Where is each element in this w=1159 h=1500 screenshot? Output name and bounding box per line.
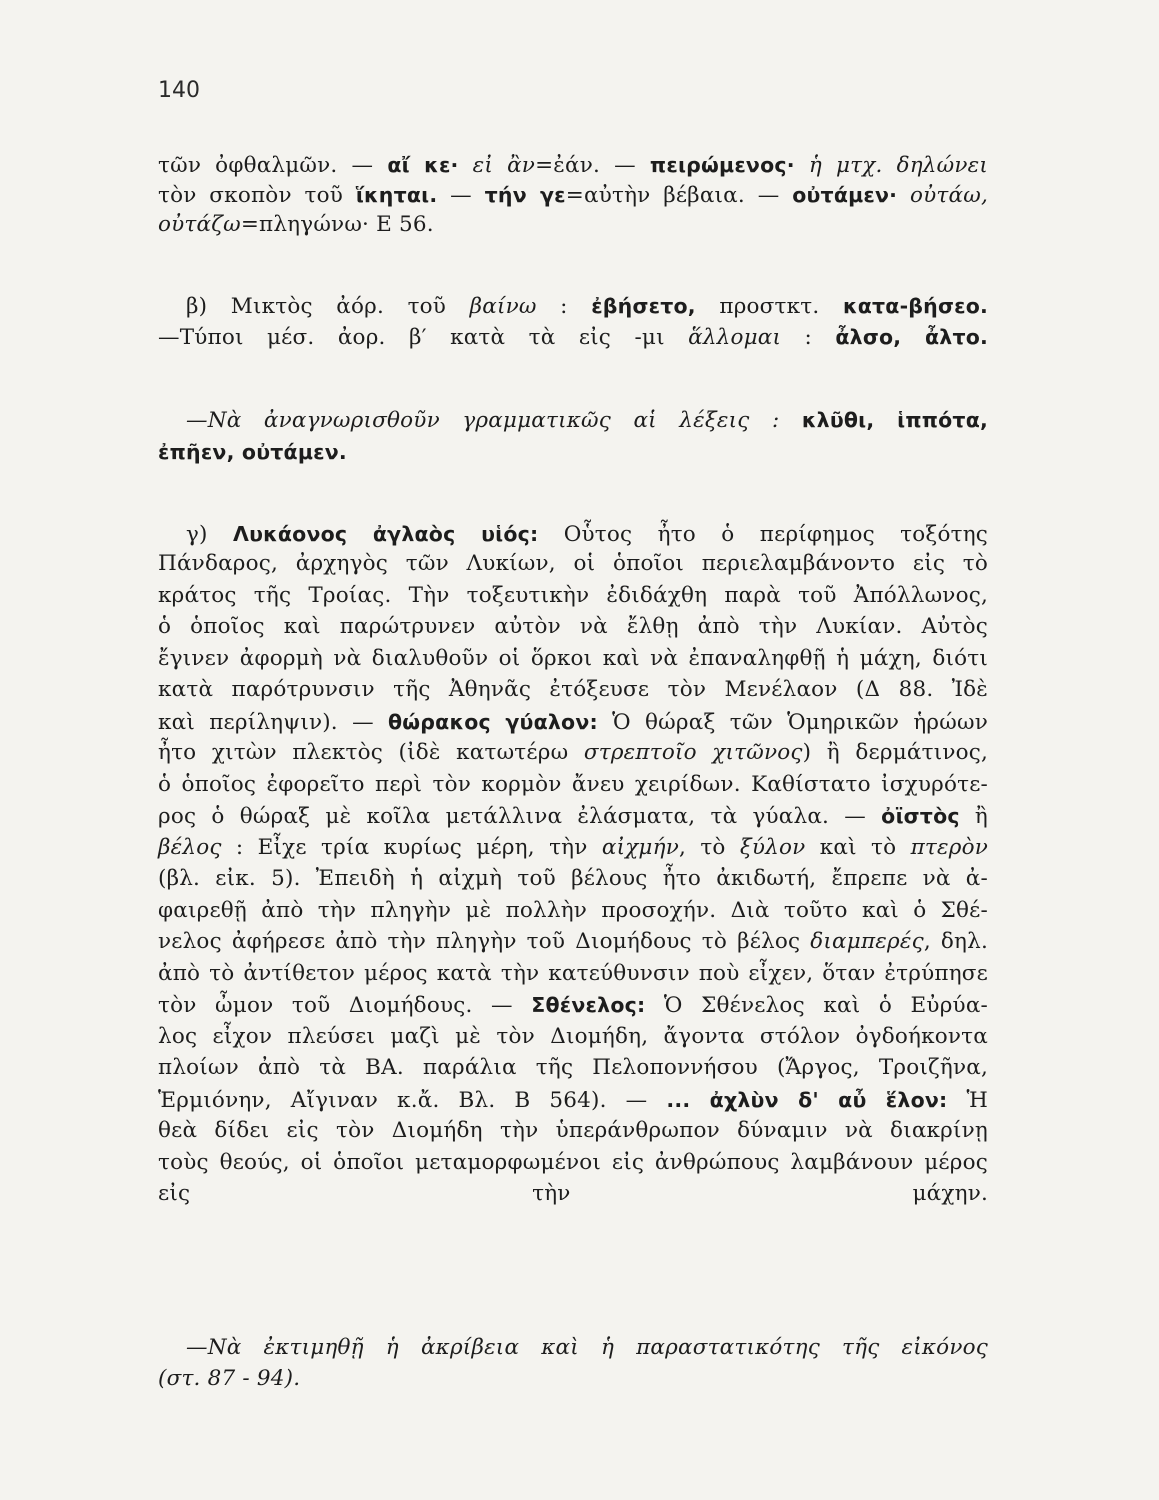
text-run: (βλ. εἰκ. 5). Ἐπειδὴ ἡ αἰχμὴ τοῦ βέλους ἦτο ἀκιδωτή, ἔπρεπε νὰ ἀ- bbox=[158, 866, 988, 891]
italic-term: ἅλλομαι bbox=[688, 325, 782, 350]
bold-term: πειρώμενος· bbox=[649, 153, 795, 177]
text-line bbox=[158, 549, 988, 579]
text-run: — bbox=[437, 183, 485, 208]
text-run: , δηλ. bbox=[923, 929, 988, 954]
text-run: ἢ bbox=[959, 804, 988, 829]
bold-term: αἴ κε· bbox=[387, 153, 459, 177]
text-run: : Εἶχε τρία κυρίως μέρη, τὴν bbox=[221, 835, 602, 860]
italic-term: βέλος bbox=[158, 835, 222, 860]
text-run: Οὗτος ἦτο ὁ περίφημος τοξότης bbox=[538, 522, 989, 547]
text-run: ὁ ὁποῖος καὶ παρώτρυνεν αὐτὸν νὰ ἔλθῃ ἀπὸ τὴν Λυκίαν. Αὐτὸς bbox=[158, 614, 988, 639]
text-run: ἀπὸ τὸ ἀντίθετον μέρος κατὰ τὴν κατεύθυνσιν ποὺ εἶχεν, ὅταν ἐτρύπησε bbox=[158, 961, 988, 986]
text-run: Ἡ bbox=[947, 1088, 988, 1113]
text-run bbox=[795, 153, 809, 178]
text-run bbox=[459, 153, 473, 178]
text-run: θεὰ δίδει εἰς τὸν Διομήδη τὴν ὑπεράνθρωπον δύναμιν νὰ διακρίνῃ bbox=[158, 1118, 988, 1143]
italic-term: (στ. 87 - 94). bbox=[158, 1366, 301, 1391]
italic-term: πτερὸν bbox=[910, 835, 989, 860]
text-line bbox=[158, 927, 988, 957]
bold-term: κατα-βήσεο. bbox=[842, 294, 989, 318]
text-run: γ) bbox=[186, 522, 233, 547]
text-line bbox=[158, 738, 988, 768]
italic-term: οὐτάω, bbox=[909, 183, 988, 208]
text-run: =αὐτὴν βέβαια. — bbox=[565, 183, 793, 208]
text-run: προστκτ. bbox=[695, 294, 843, 319]
text-line bbox=[158, 675, 988, 705]
text-run: εἰς τὴν μάχην. bbox=[158, 1181, 988, 1206]
text-run: Ὁ θώραξ τῶν Ὁμηρικῶν ἡρώων bbox=[597, 710, 988, 735]
bold-term: κλῦθι, ἱππότα, bbox=[801, 408, 988, 432]
text-run: Ἑρμιόνην, Αἴγιναν κ.ἄ. Βλ. Β 564). — bbox=[158, 1088, 667, 1113]
text-line bbox=[158, 1333, 988, 1363]
text-run: νελος ἀφήρεσε ἀπὸ τὴν πληγὴν τοῦ Διομήδους τὸ βέλος bbox=[158, 929, 811, 954]
bold-term: ἵκηται. bbox=[355, 183, 438, 207]
text-run: καὶ περίληψιν). — bbox=[158, 710, 388, 735]
italic-term: —Νὰ ἐκτιμηθῇ ἡ ἀκρίβεια καὶ ἡ παραστατικότης τῆς εἰκόνος bbox=[186, 1335, 988, 1360]
italic-term: αἰχμήν bbox=[601, 835, 679, 860]
text-run: Πάνδαρος, ἀρχηγὸς τῶν Λυκίων, οἱ ὁποῖοι περιελαμβάνοντο εἰς τὸ bbox=[158, 551, 988, 576]
text-line bbox=[158, 770, 988, 800]
text-line bbox=[158, 1053, 988, 1083]
text-run: ὁ ὁποῖος ἐφορεῖτο περὶ τὸν κορμὸν ἄνευ χειρίδων. Καθίστατο ἰσχυρότε- bbox=[158, 772, 988, 797]
text-line bbox=[158, 707, 988, 738]
text-line bbox=[158, 896, 988, 926]
text-run: τοὺς θεούς, οἱ ὁποῖοι μεταμορφωμένοι εἰς ἀνθρώπους λαμβάνουν μέρος bbox=[158, 1150, 988, 1175]
text-line bbox=[158, 1116, 988, 1146]
text-line bbox=[158, 959, 988, 989]
bold-term: Σθένελος: bbox=[531, 993, 646, 1017]
bold-term: ἆλσο, ἆλτο. bbox=[835, 325, 988, 349]
text-line bbox=[158, 519, 988, 550]
text-line bbox=[158, 864, 988, 894]
text-line bbox=[158, 833, 988, 863]
text-run: κράτος τῆς Τροίας. Τὴν τοξευτικὴν ἐδιδάχθη παρὰ τοῦ Ἀπόλλωνος, bbox=[158, 583, 988, 608]
text-run: ρος ὁ θώραξ μὲ κοῖλα μετάλλινα ἐλάσματα, τὰ γύαλα. — bbox=[158, 804, 882, 829]
text-line bbox=[158, 801, 988, 832]
text-run: καὶ τὸ bbox=[805, 835, 911, 860]
text-run: β) Μικτὸς ἀόρ. τοῦ bbox=[186, 294, 470, 319]
bold-term: οὐτάμεν· bbox=[792, 183, 898, 207]
text-run: τὸν σκοπὸν τοῦ bbox=[158, 183, 356, 208]
italic-term: —Νὰ ἀναγνωρισθοῦν γραμματικῶς αἱ λέξεις : bbox=[186, 408, 780, 433]
bold-term: ὀϊστὸς bbox=[881, 804, 960, 828]
text-line bbox=[158, 1364, 988, 1394]
text-run: Ὁ Σθένελος καὶ ὁ Εὐρύα- bbox=[645, 993, 988, 1018]
text-run: ἦτο χιτὼν πλεκτὸς (ἰδὲ κατωτέρω bbox=[158, 740, 584, 765]
text-line bbox=[158, 437, 988, 468]
text-run: φαιρεθῇ ἀπὸ τὴν πληγὴν μὲ πολλὴν προσοχήν. Διὰ τοῦτο καὶ ὁ Σθέ- bbox=[158, 898, 988, 923]
page-number: 140 bbox=[158, 78, 200, 103]
text-run: τῶν ὀφθαλμῶν. — bbox=[158, 153, 388, 178]
text-line bbox=[158, 1022, 988, 1052]
text-run: =πληγώνω· Ε 56. bbox=[240, 212, 434, 237]
italic-term: βαίνω bbox=[469, 294, 537, 319]
text-line bbox=[158, 1148, 988, 1178]
text-run: πλοίων ἀπὸ τὰ ΒΑ. παράλια τῆς Πελοποννήσου (Ἄργος, Τροιζῆνα, bbox=[158, 1055, 988, 1080]
text-line bbox=[158, 322, 988, 353]
text-line bbox=[158, 150, 988, 181]
text-run: : bbox=[781, 325, 836, 350]
text-run: —Τύποι μέσ. ἀορ. β′ κατὰ τὰ εἰς -μι bbox=[158, 325, 689, 350]
italic-term: ἡ μτχ. δηλώνει bbox=[808, 153, 989, 178]
text-line bbox=[158, 210, 988, 240]
bold-term: τήν γε bbox=[484, 183, 566, 207]
text-line bbox=[158, 990, 988, 1021]
text-run: τὸν ὦμον τοῦ Διομήδους. — bbox=[158, 993, 532, 1018]
text-run: : bbox=[536, 294, 592, 319]
text-line bbox=[158, 180, 988, 211]
text-run: =ἐάν. — bbox=[535, 153, 650, 178]
text-line bbox=[158, 612, 988, 642]
italic-term: ξύλον bbox=[739, 835, 806, 860]
italic-term: στρεπτοῖο χιτῶνος bbox=[583, 740, 803, 765]
text-line bbox=[158, 1179, 988, 1209]
text-line bbox=[158, 405, 988, 436]
text-line bbox=[158, 291, 988, 322]
text-run bbox=[779, 408, 801, 433]
italic-term: οὐτάζω bbox=[158, 212, 241, 237]
bold-term: ἐπῆεν, οὐτάμεν. bbox=[158, 440, 347, 464]
text-run: ἔγινεν ἀφορμὴ νὰ διαλυθοῦν οἱ ὅρκοι καὶ νὰ ἐπαναληφθῇ ἡ μάχη, διότι bbox=[158, 646, 988, 671]
bold-term: θώρακος γύαλον: bbox=[388, 710, 598, 734]
text-line bbox=[158, 1085, 988, 1116]
italic-term: διαμπερές bbox=[810, 929, 924, 954]
bold-term: ... ἀχλὺν δ' αὖ ἕλον: bbox=[666, 1088, 948, 1112]
text-run: ) ἢ δερμάτινος, bbox=[802, 740, 989, 765]
text-run: , τὸ bbox=[678, 835, 740, 860]
italic-term: εἰ ἂν bbox=[472, 153, 536, 178]
text-line bbox=[158, 581, 988, 611]
text-line bbox=[158, 644, 988, 674]
text-run: λος εἶχον πλεύσει μαζὶ μὲ τὸν Διομήδη, ἄγοντα στόλον ὀγδοήκοντα bbox=[158, 1024, 988, 1049]
bold-term: Λυκάονος ἀγλαὸς υἱός: bbox=[233, 522, 539, 546]
bold-term: ἐβήσετο, bbox=[591, 294, 696, 318]
text-run bbox=[897, 183, 910, 208]
text-run: κατὰ παρότρυνσιν τῆς Ἀθηνᾶς ἐτόξευσε τὸν Μενέλαον (Δ 88. Ἰδὲ bbox=[158, 677, 988, 702]
